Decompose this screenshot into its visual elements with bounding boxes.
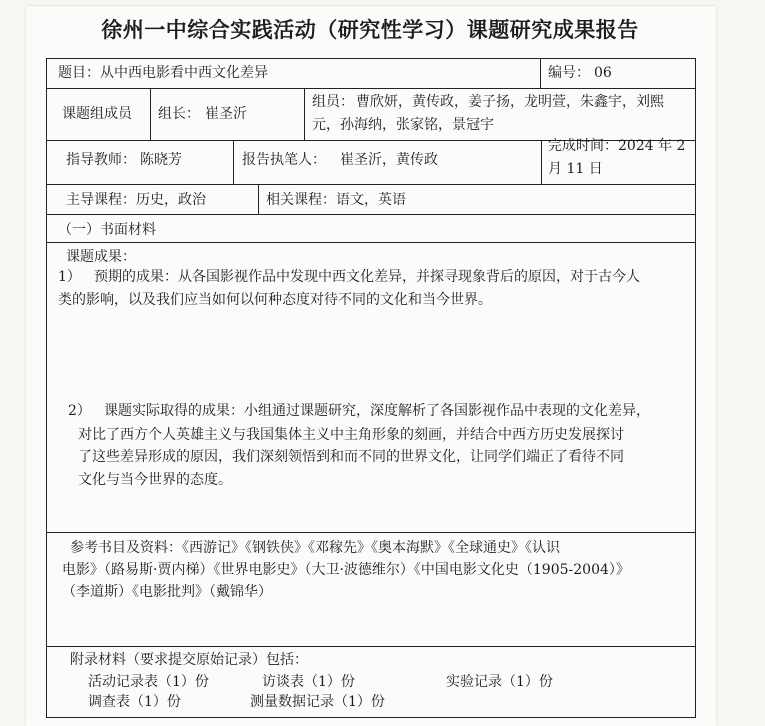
- divider: [541, 140, 542, 184]
- divider: [46, 532, 696, 533]
- appendix-survey: 调查表（1）份: [88, 694, 181, 710]
- actual-line2: 对比了西方个人英雄主义与我国集体主义中主角形象的刻画，并结合中西方历史发展探讨: [78, 427, 624, 443]
- expected-line2: 类的影响，以及我们应当如何以何种态度对待不同的文化和当今世界。: [58, 292, 492, 308]
- expected-line1: 预期的成果：从各国影视作品中发现中西文化差异，并探寻现象背后的原因，对于古今人: [94, 269, 640, 285]
- appendix-experiment: 实验记录（1）份: [446, 674, 553, 690]
- main-course: 主导课程：历史，政治: [66, 192, 206, 208]
- teacher-label: 指导教师：: [66, 152, 136, 168]
- topic-label: 题目：: [58, 65, 100, 81]
- references-line1: 参考书目及资料：《西游记》《钢铁侠》《邓稼先》《奥本海默》《全球通史》《认识: [70, 540, 560, 556]
- group-line1: 曹欣妍，黄传政，姜子扬，龙明萱，朱鑫宇，刘熙: [356, 94, 664, 110]
- divider: [233, 140, 234, 184]
- date-line1: 完成时间：2024 年 2: [548, 138, 686, 154]
- results-label: 课题成果：: [66, 249, 136, 265]
- report-title: 徐州一中综合实践活动（研究性学习）课题研究成果报告: [101, 17, 639, 42]
- teacher-value: 陈晓芳: [140, 152, 182, 168]
- actual-num: 2）: [68, 403, 91, 419]
- number-value: 06: [594, 65, 612, 81]
- divider: [46, 646, 696, 647]
- appendix-heading: 附录材料（要求提交原始记录）包括：: [70, 652, 308, 668]
- actual-line1: 课题实际取得的成果：小组通过课题研究，深度解析了各国影视作品中表现的文化差异，: [104, 403, 650, 419]
- actual-line3: 了这些差异形成的原因，我们深刻领悟到和而不同的世界文化，让同学们端正了看待不同: [78, 449, 624, 465]
- divider: [46, 88, 696, 89]
- divider: [150, 88, 151, 140]
- related-course: 相关课程：语文，英语: [266, 192, 406, 208]
- divider: [540, 58, 541, 88]
- references-line2: 电影》（路易斯·贾内梯）《世界电影史》（大卫·波德维尔）《中国电影文化史（1905-2004）》: [62, 562, 630, 578]
- date-line2: 月 11 日: [548, 161, 603, 177]
- appendix-activity: 活动记录表（1）份: [88, 674, 209, 690]
- appendix-measure: 测量数据记录（1）份: [250, 694, 385, 710]
- group-line2: 元，孙海纳，张家铭，景冠宇: [312, 117, 494, 133]
- leader-value: 崔圣沂: [205, 106, 247, 122]
- appendix-interview: 访谈表（1）份: [262, 674, 355, 690]
- divider: [46, 214, 696, 215]
- references-line3: （李道斯）《电影批判》（戴锦华）: [62, 584, 272, 600]
- divider: [304, 88, 305, 140]
- members-label: 课题组成员: [62, 106, 132, 122]
- group-label: 组员：: [312, 94, 354, 110]
- writer-value: 崔圣沂，黄传政: [340, 152, 438, 168]
- number-label: 编号：: [548, 65, 590, 81]
- divider: [46, 242, 696, 243]
- divider: [46, 184, 696, 185]
- section-heading: （一）书面材料: [58, 222, 156, 238]
- expected-num: 1）: [58, 269, 81, 285]
- divider: [258, 184, 259, 214]
- topic-value: 从中西电影看中西文化差异: [100, 65, 268, 81]
- writer-label: 报告执笔人：: [242, 152, 326, 168]
- actual-line4: 文化与当今世界的态度。: [78, 472, 232, 488]
- leader-label: 组长：: [158, 106, 200, 122]
